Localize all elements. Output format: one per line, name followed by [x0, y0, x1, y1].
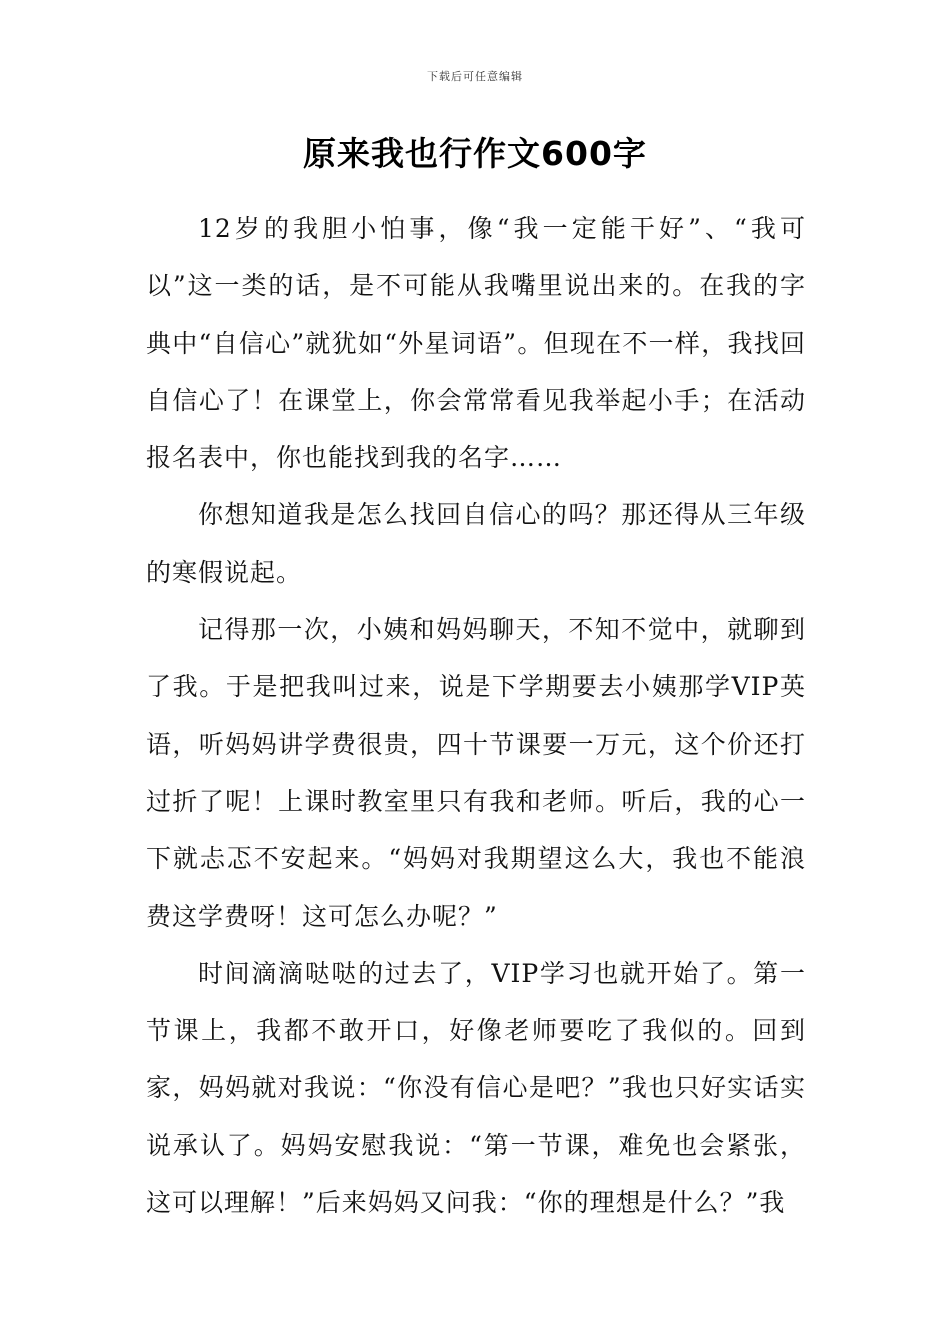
paragraph-3: 记得那一次，小姨和妈妈聊天，不知不觉中，就聊到了我。于是把我叫过来，说是下学期要去小姨那学VIP英语，听妈妈讲学费很贵，四十节课要一万元，这个价还打过折了呢！上课时教室里只有我和老师。听后，我的心一下就忐忑不安起来。“妈妈对我期望这么大，我也不能浪费这学费呀！这可怎么办呢？”	[146, 615, 806, 931]
paragraph-2: 你想知道我是怎么找回自信心的吗？那还得从三年级的寒假说起。	[146, 500, 806, 587]
paragraph-1: 12岁的我胆小怕事，像“我一定能干好”、“我可以”这一类的话，是不可能从我嘴里说出来的。在我的字典中“自信心”就犹如“外星词语”。但现在不一样，我找回自信心了！在课堂上，你会常常看见我举起小手；在活动报名表中，你也能找到我的名字……	[146, 214, 806, 473]
document-title: 原来我也行作文600字	[303, 134, 647, 173]
header-note: 下载后可任意编辑	[427, 70, 523, 83]
paragraph-4: 时间滴滴哒哒的过去了，VIP学习也就开始了。第一节课上，我都不敢开口，好像老师要吃了我似的。回到家，妈妈就对我说：“你没有信心是吧？”我也只好实话实说承认了。妈妈安慰我说：“第一节课，难免也会紧张，这可以理解！”后来妈妈又问我：“你的理想是什么？”我	[146, 958, 806, 1218]
essay-body	[146, 200, 806, 1231]
